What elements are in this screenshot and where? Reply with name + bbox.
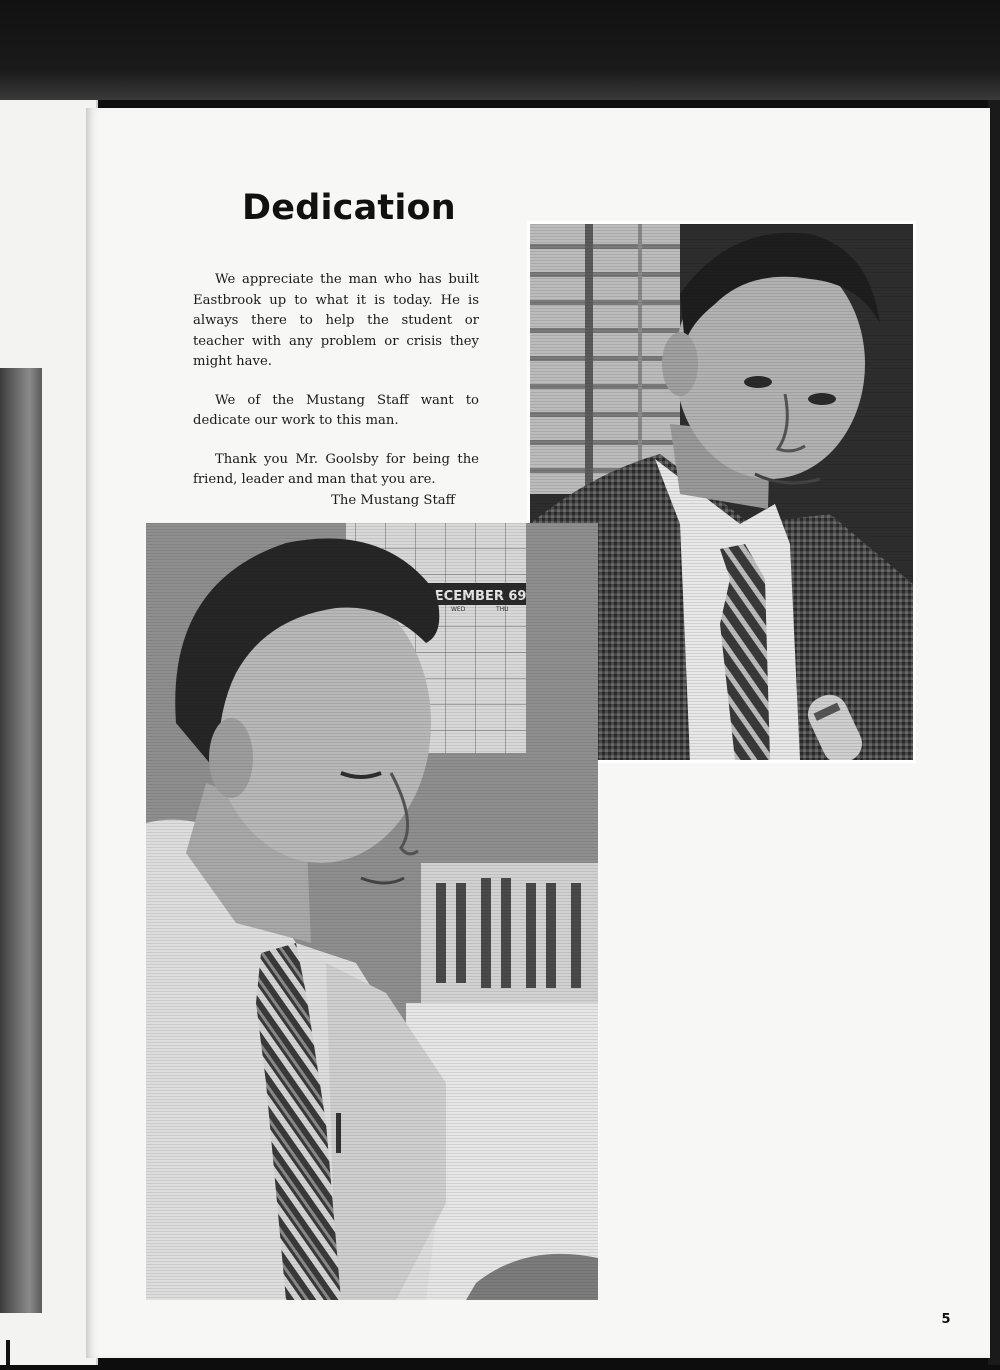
portrait-photo-bottom-image: [146, 523, 598, 1300]
facing-page-edge: [0, 100, 98, 1365]
dedication-paragraph-3: Thank you Mr. Goolsby for being the friend, leader and man that you are.: [193, 451, 479, 487]
dedication-paragraph-1: We appreciate the man who has built Eastbrook up to what it is today. He is always there to help the student or teacher with any problem or crisis they might have.: [193, 272, 479, 369]
page-number: 5: [941, 1312, 951, 1327]
facing-page-text-fragment: [6, 1340, 10, 1370]
page-title: Dedication: [242, 188, 456, 228]
dedication-text: [193, 270, 479, 511]
portrait-photo-bottom: [146, 523, 598, 1300]
dedication-paragraph-2: We of the Mustang Staff want to dedicate our work to this man.: [193, 392, 479, 428]
dedication-signature: The Mustang Staff: [331, 492, 455, 508]
scanner-background-top: [0, 0, 1000, 100]
facing-page-photo-strip: [0, 368, 42, 1313]
